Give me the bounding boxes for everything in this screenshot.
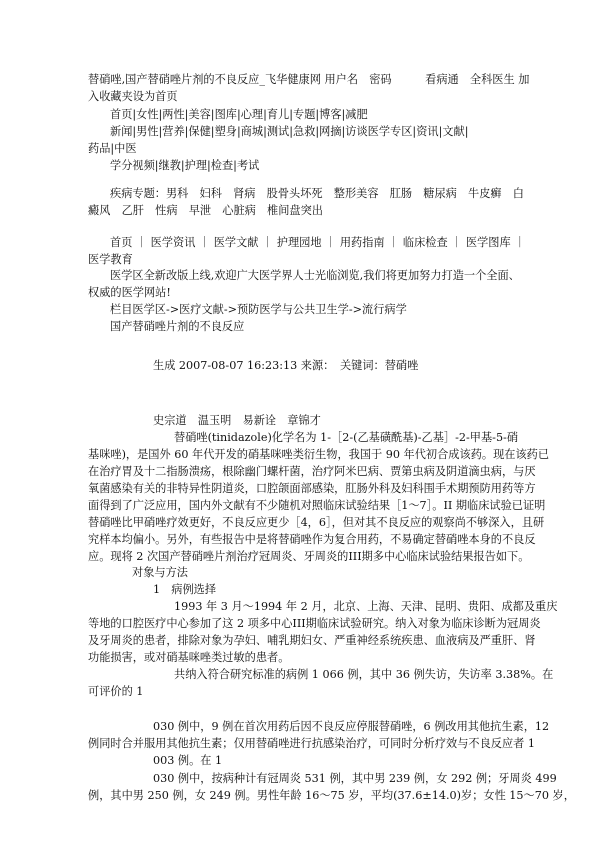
- channel-nav-line-2[interactable]: 医学教育: [88, 253, 133, 266]
- paragraph-line: 究样本均偏小。另外，有些报告中是将替硝唑作为复合用药，不易确定替硝唑本身的不良反: [88, 533, 536, 546]
- subsection-heading: 1 病例选择: [153, 583, 217, 596]
- paragraph-line: 及牙周炎的患者，排除对象为孕妇、哺乳期妇女、严重神经系统疾患、血液病及严重肝、肾: [88, 634, 536, 647]
- nav-row-2[interactable]: 新闻|男性|营养|保健|塑身|商城|测试|急救|网摘|访谈医学专区|资讯|文献|: [110, 125, 469, 138]
- header-line-1: 替硝唑,国产替硝唑片剂的不良反应_飞华健康网 用户名 密码 看病通 全科医生 加: [88, 73, 530, 86]
- paragraph-line: 替硝唑(tinidazole)化学名为 1-［2-(乙基磺酰基)-乙基］-2-甲基-5-硝: [174, 431, 519, 444]
- disease-topics-line-1[interactable]: 疾病专题：男科 妇科 肾病 股骨头坏死 整形美容 肛肠 糖尿病 牛皮癣 白: [110, 187, 524, 200]
- paragraph-line: 例同时合并服用其他抗生素；仅用替硝唑进行抗感染治疗，可同时分析疗效与不良反应者 1: [88, 737, 535, 750]
- paragraph-line: 030 例中，按病种计有冠周炎 531 例，其中男 239 例，女 292 例；牙周炎 499: [153, 772, 557, 785]
- paragraph-line: 可评价的 1: [88, 685, 144, 698]
- nav-row-4[interactable]: 学分视频|继教|护理|检查|考试: [110, 159, 260, 172]
- notice-line-1: 医学区全新改版上线,欢迎广大医学界人士光临浏览,我们将更加努力打造一个全面、: [110, 269, 520, 282]
- notice-line-2: 权威的医学网站!: [88, 286, 171, 299]
- paragraph-line: 替硝唑比甲硝唑疗效更好，不良反应更少［4，6］，但对其不良反应的观察尚不够深入，且研: [88, 516, 545, 529]
- paragraph-line: 功能损害，或对硝基咪唑类过敏的患者。: [88, 651, 290, 664]
- breadcrumb[interactable]: 栏目医学区->医疗文献->预防医学与公共卫生学->流行病学: [110, 303, 407, 316]
- paragraph-line: 例，其中男 250 例，女 249 例。男性年龄 16～75 岁，平均(37.6±14.0)岁；女性 15～70 岁，: [88, 789, 575, 802]
- disease-topics-line-2[interactable]: 癜风 乙肝 性病 早泄 心脏病 椎间盘突出: [88, 204, 323, 217]
- paragraph-line: 003 例。在 1: [153, 754, 223, 767]
- nav-row-1[interactable]: 首页|女性|两性|美容|图库|心理|育儿|专题|博客|减肥: [110, 108, 368, 121]
- article-title: 国产替硝唑片剂的不良反应: [110, 320, 245, 333]
- paragraph-line: 面得到了广泛应用，国内外文献有不少随机对照临床试验结果［1～7］。II 期临床试验已证明: [88, 499, 546, 512]
- nav-row-3[interactable]: 药品|中医: [88, 142, 137, 155]
- section-heading: 对象与方法: [132, 566, 188, 579]
- channel-nav-line-1[interactable]: 首页 ｜ 医学资讯 ｜ 医学文献 ｜ 护理园地 ｜ 用药指南 ｜ 临床检查 ｜ 医学图库 ｜: [110, 236, 526, 249]
- paragraph-line: 在治疗胃及十二指肠溃疡，根除幽门螺杆菌，治疗阿米巴病、贾第虫病及阴道滴虫病，与厌: [88, 465, 536, 478]
- paragraph-line: 应。现将 2 次国产替硝唑片剂治疗冠周炎、牙周炎的III期多中心临床试验结果报告如下。: [88, 550, 530, 563]
- paragraph-line: 氧菌感染有关的非特异性阴道炎，口腔颌面部感染，肛肠外科及妇科围手术期预防用药等方: [88, 482, 536, 495]
- paragraph-line: 1993 年 3 月～1994 年 2 月，北京、上海、天津、昆明、贵阳、成都及重庆: [174, 600, 558, 613]
- header-line-2[interactable]: 入收藏夹设为首页: [88, 90, 178, 103]
- article-meta: 生成 2007-08-07 16:23:13 来源： 关键词：替硝唑: [153, 359, 419, 372]
- paragraph-line: 基咪唑)，是国外 60 年代开发的硝基咪唑类衍生物，我国于 90 年代初合成该药。现在该药已: [88, 448, 550, 461]
- paragraph-line: 030 例中，9 例在首次用药后因不良反应停服替硝唑，6 例改用其他抗生素，12: [153, 720, 550, 733]
- article-authors: 史宗道 温玉明 易新诠 章锦才: [153, 414, 321, 427]
- paragraph-line: 等地的口腔医疗中心参加了这 2 项多中心III期临床试验研究。纳入对象为临床诊断为冠周炎: [88, 617, 541, 630]
- paragraph-line: 共纳入符合研究标准的病例 1 066 例，其中 36 例失访，失访率 3.38%。在: [174, 668, 554, 681]
